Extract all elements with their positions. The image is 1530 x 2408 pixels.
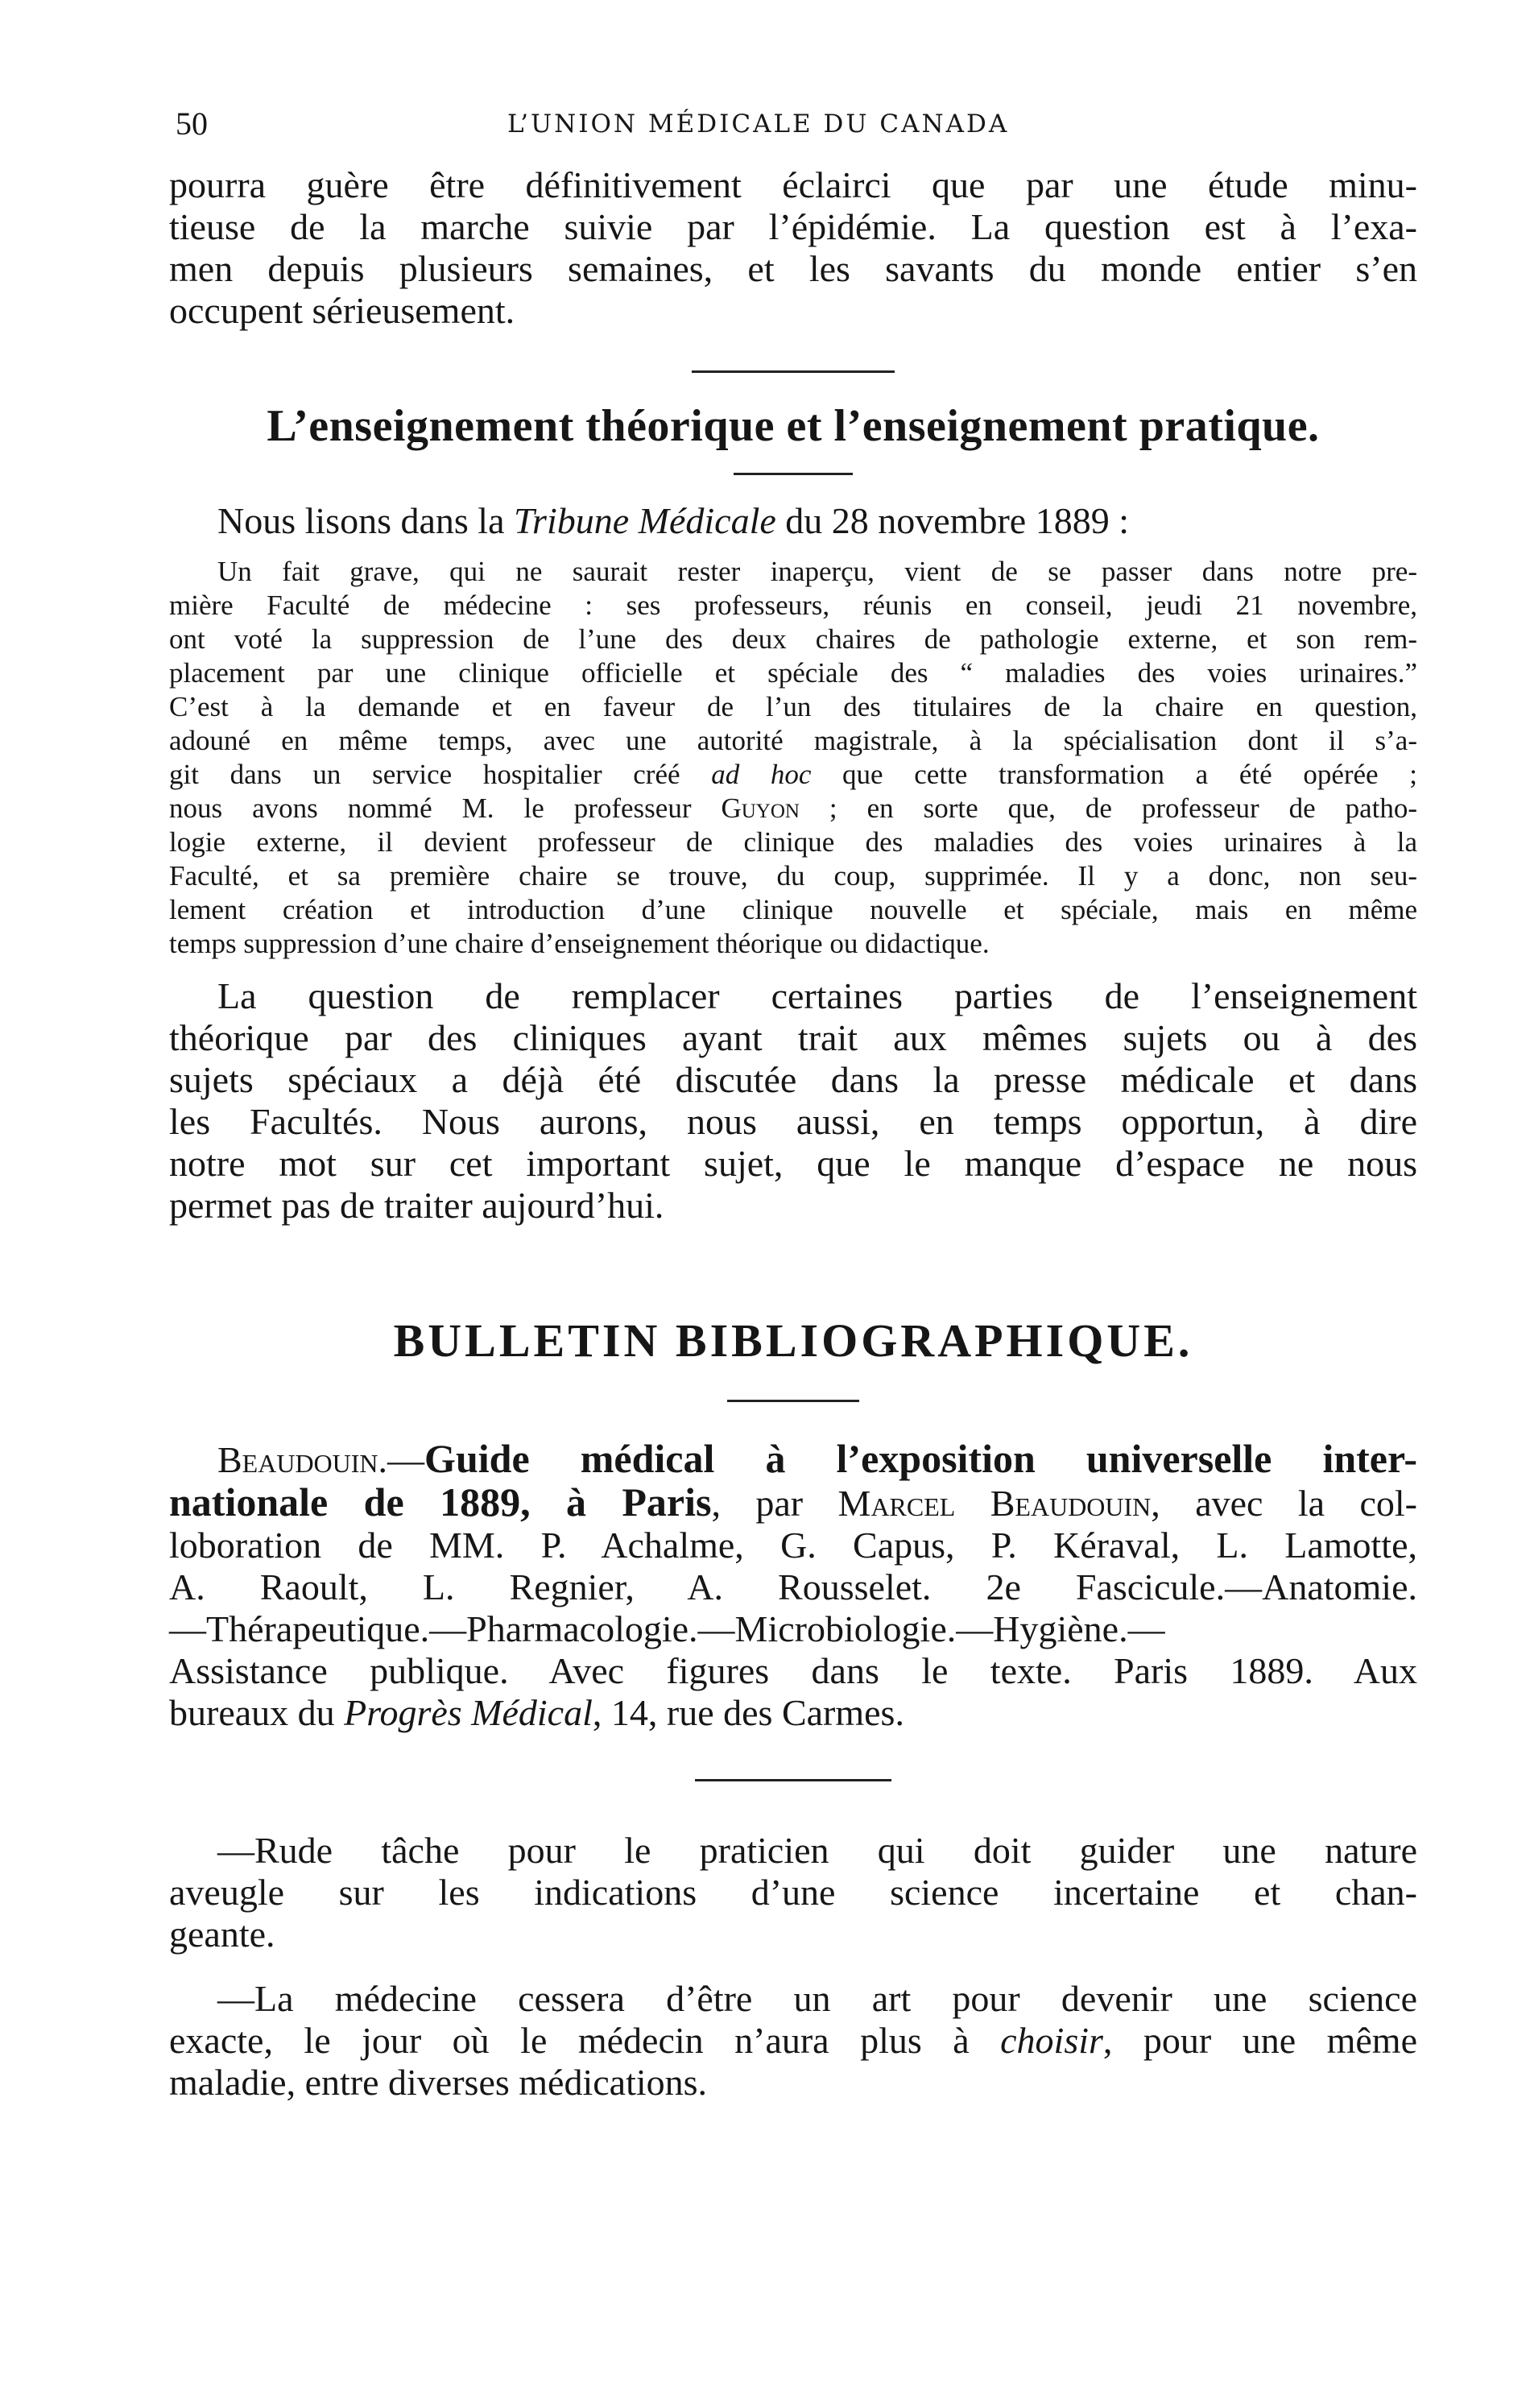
document-page — [169, 105, 1417, 2360]
page-number: 50 — [176, 106, 208, 142]
text-line: notre mot sur cet important sujet, que le manque d’espace ne nous — [169, 1143, 1417, 1184]
biblio-line: bureaux du Progrès Médical, 14, rue des Carmes. — [169, 1692, 904, 1733]
text-line: men depuis plusieurs semaines, et les savants du monde entier s’en — [169, 248, 1417, 289]
text-line: permet pas de traiter aujourd’hui. — [169, 1185, 664, 1226]
maxim-2 — [169, 1978, 1417, 2104]
quote-line: git dans un service hospitalier créé ad hoc que cette transformation a été opérée ; — [169, 759, 1417, 790]
maxim-line: aveugle sur les indications d’une science incertaine et chan- — [169, 1872, 1417, 1913]
section-title-bulletin: BULLETIN BIBLIOGRAPHIQUE. — [393, 1314, 1193, 1367]
text-line: occupent sérieusement. — [169, 290, 515, 331]
text-line: théorique par des cliniques ayant trait aux mêmes sujets ou à des — [169, 1017, 1417, 1058]
quote-line: placement par une clinique officielle et spéciale des “ maladies des voies urinaires.” — [169, 657, 1417, 689]
journal-title: L’UNION MÉDICALE DU CANADA — [507, 110, 1010, 139]
quote-line: mière Faculté de médecine : ses professeurs, réunis en conseil, jeudi 21 novembre, — [169, 590, 1417, 621]
quoted-passage — [169, 555, 1417, 961]
editorial-comment — [169, 975, 1417, 1227]
text-line: les Facultés. Nous aurons, nous aussi, en temps opportun, à dire — [169, 1101, 1417, 1142]
biblio-line: loboration de MM. P. Achalme, G. Capus, P. Kéraval, L. Lamotte, — [169, 1525, 1417, 1566]
intro-paragraph — [169, 164, 1417, 332]
quote-line: Faculté, et sa première chaire se trouve, du coup, supprimée. Il y a donc, non seu- — [169, 860, 1417, 892]
lead-in-journal: Tribune Médicale — [514, 500, 776, 541]
quote-line: lement création et introduction d’une clinique nouvelle et spéciale, mais en même — [169, 894, 1417, 925]
maxim-1 — [169, 1830, 1417, 1955]
text-line: tieuse de la marche suivie par l’épidémie. La question est à l’exa- — [169, 206, 1417, 247]
lead-in-prefix: Nous lisons dans la — [217, 500, 514, 541]
title-underline — [727, 1400, 859, 1402]
biblio-line: nationale de 1889, à Paris, par Marcel Beaudouin, avec la col- — [169, 1479, 1417, 1525]
quote-line: C’est à la demande et en faveur de l’un des titulaires de la chaire en question, — [169, 691, 1417, 722]
bibliography-entry — [169, 1438, 1417, 1734]
maxim-line: exacte, le jour où le médecin n’aura plus à choisir, pour une même — [169, 2020, 1417, 2061]
text-line: pourra guère être définitivement éclairci que par une étude minu- — [169, 164, 1417, 205]
quote-line: ont voté la suppression de l’une des deux chaires de pathologie externe, et son rem- — [169, 623, 1417, 655]
quote-lead-in — [169, 499, 1417, 542]
quote-line: nous avons nommé M. le professeur Guyon ; en sorte que, de professeur de patho- — [169, 792, 1417, 824]
biblio-line: A. Raoult, L. Regnier, A. Rousselet. 2e Fascicule.—Anatomie. — [169, 1566, 1417, 1607]
text-line: La question de remplacer certaines parties de l’enseignement — [217, 975, 1417, 1016]
text-line: sujets spéciaux a déjà été discutée dans la presse médicale et dans — [169, 1059, 1417, 1100]
quote-line: adouné en même temps, avec une autorité magistrale, à la spécialisation dont il s’a- — [169, 725, 1417, 756]
maxim-line: —Rude tâche pour le praticien qui doit guider une nature — [217, 1830, 1417, 1871]
lead-in-suffix: du 28 novembre 1889 : — [775, 500, 1129, 541]
quote-line: Un fait grave, qui ne saurait rester inaperçu, vient de se passer dans notre pre- — [217, 556, 1417, 587]
section-title-teaching: L’enseignement théorique et l’enseignement pratique. — [267, 401, 1320, 451]
quote-line: logie externe, il devient professeur de clinique des maladies des voies urinaires à la — [169, 826, 1417, 858]
quote-line: temps suppression d’une chaire d’enseignement théorique ou didactique. — [169, 928, 990, 959]
section-divider — [695, 1779, 891, 1781]
maxim-line: —La médecine cessera d’être un art pour devenir une science — [217, 1978, 1417, 2019]
maxim-line: maladie, entre diverses médications. — [169, 2062, 708, 2103]
biblio-line: —Thérapeutique.—Pharmacologie.—Microbiologie.—Hygiène.— — [169, 1608, 1165, 1649]
biblio-line: Assistance publique. Avec figures dans le texte. Paris 1889. Aux — [169, 1650, 1417, 1691]
running-head — [169, 105, 1417, 153]
title-underline — [734, 473, 853, 475]
section-divider — [692, 370, 895, 373]
maxims — [169, 1830, 1417, 2104]
maxim-line: geante. — [169, 1914, 275, 1955]
biblio-line: Beaudouin.—Guide médical à l’exposition universelle inter- — [217, 1436, 1417, 1481]
